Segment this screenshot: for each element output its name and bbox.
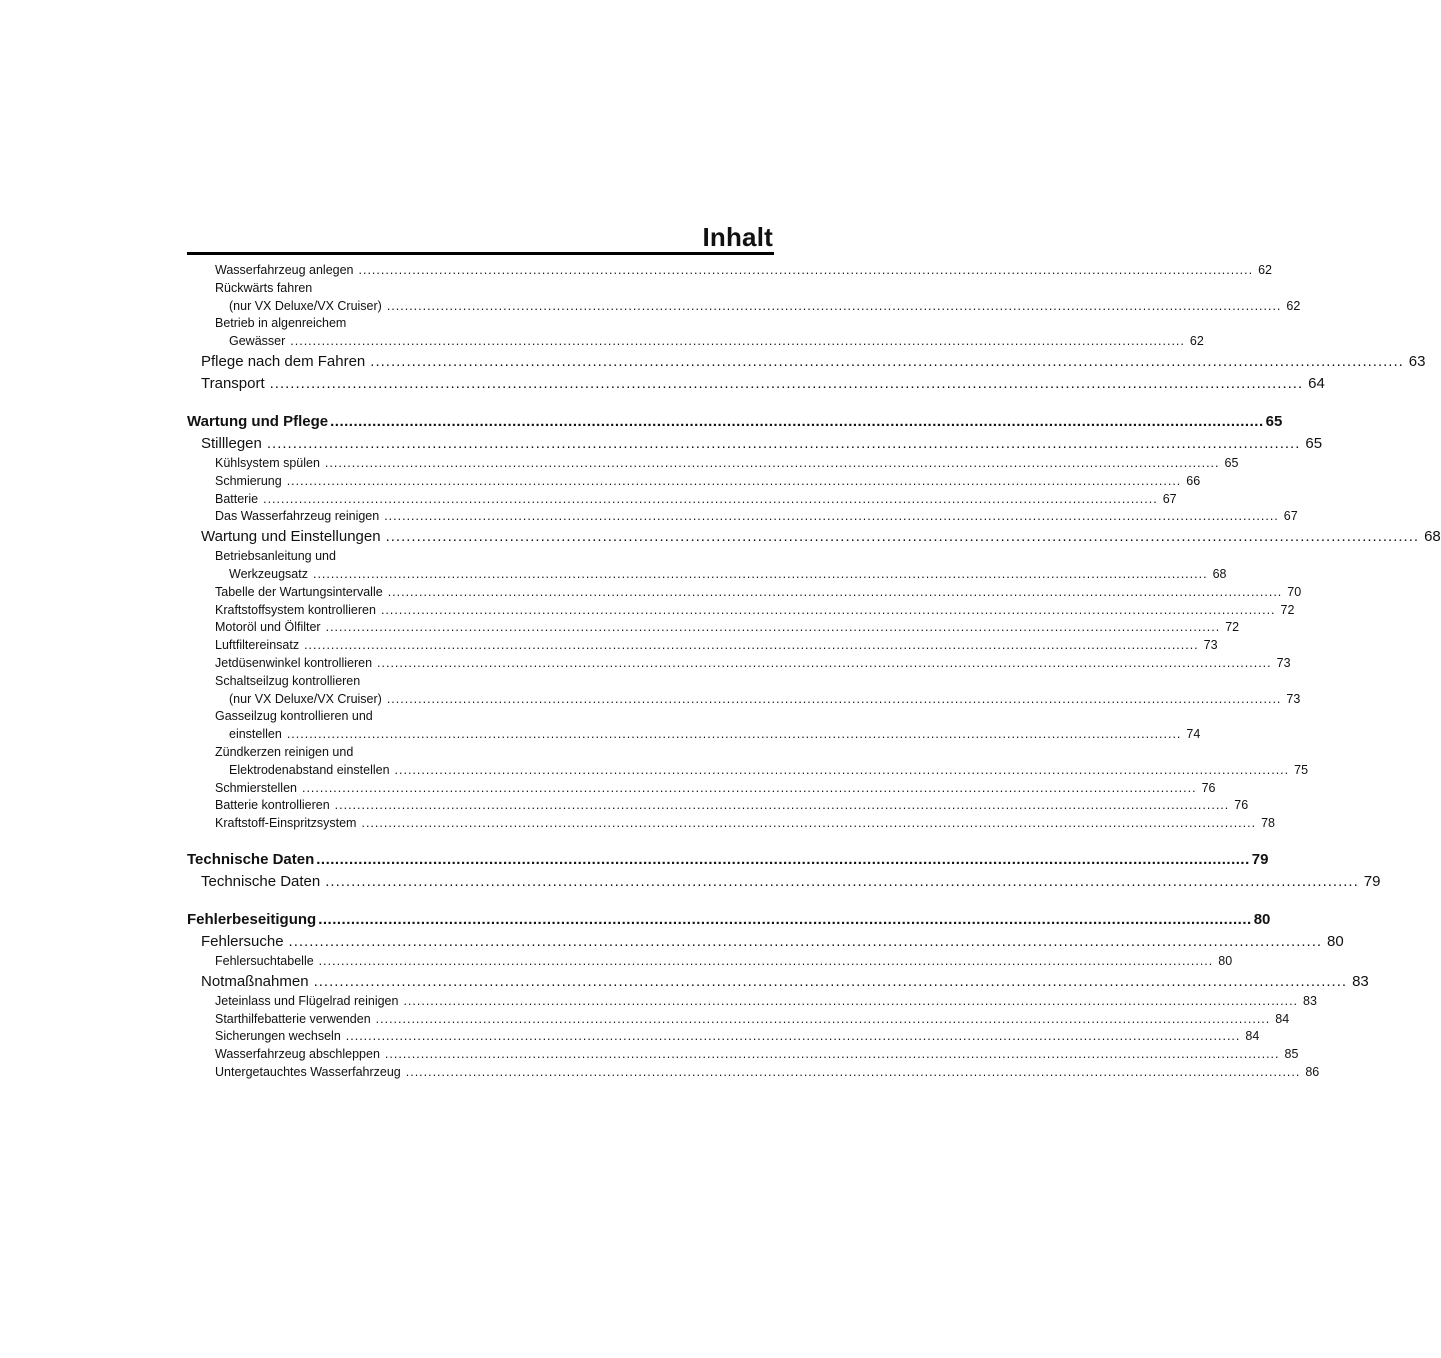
- toc-page-number: 79: [1251, 850, 1269, 868]
- toc-page-number: 62: [1286, 298, 1301, 313]
- toc-entry[interactable]: [187, 262, 1273, 280]
- toc-entry-label: Jeteinlass und Flügelrad reinigen: [215, 993, 399, 1008]
- toc-page-number: 79: [1363, 872, 1381, 890]
- toc-entry-label: Betrieb in algenreichem: [215, 316, 347, 331]
- toc-entry[interactable]: [187, 909, 1271, 931]
- toc-entry[interactable]: [187, 815, 1275, 833]
- toc-page-number: 73: [1286, 691, 1301, 706]
- toc-entry-label: Gewässer: [229, 334, 286, 349]
- dot-leader: ........................................................................................................................................................................................................: [288, 932, 1323, 950]
- toc-entry-label: einstellen: [229, 727, 282, 742]
- toc-page-number: 73: [1203, 638, 1218, 653]
- toc-entry-label: Fehlerbeseitigung: [187, 910, 317, 928]
- toc-entry-label: Technische Daten: [201, 872, 321, 890]
- toc-entry[interactable]: [187, 491, 1177, 509]
- toc-entry[interactable]: [187, 931, 1344, 953]
- toc-entry-label: Wasserfahrzeug abschleppen: [215, 1047, 380, 1062]
- toc-entry-label: Wartung und Einstellungen: [201, 528, 381, 546]
- toc-entry[interactable]: [187, 411, 1283, 433]
- toc-entry[interactable]: [187, 280, 471, 298]
- toc-page-number: 78: [1261, 816, 1275, 831]
- toc-entry[interactable]: [187, 744, 471, 762]
- toc-entry-label: Batterie: [215, 491, 259, 506]
- toc-entry[interactable]: [187, 849, 1269, 871]
- toc-entry-label: Batterie kontrollieren: [215, 798, 330, 813]
- toc-entry[interactable]: [187, 433, 1323, 455]
- dot-leader: ........................................................................................................................................................................................................: [325, 620, 1221, 635]
- toc-entry-label: Jetdüsenwinkel kontrollieren: [215, 655, 373, 670]
- toc-entry-label: Wasserfahrzeug anlegen: [215, 263, 354, 277]
- toc-entry-label: Kraftstoff-Einspritzsystem: [215, 816, 357, 831]
- toc-page-number: 80: [1327, 932, 1344, 950]
- toc-entry[interactable]: [187, 691, 1301, 709]
- toc-entry[interactable]: [187, 1028, 1260, 1046]
- dot-leader: ........................................................................................................................................................................................................: [403, 993, 1299, 1008]
- toc-entry[interactable]: [187, 351, 1426, 373]
- toc-entry-label: Tabelle der Wartungsintervalle: [215, 584, 383, 599]
- toc-entry-label: Notmaßnahmen: [201, 972, 309, 990]
- dot-leader: ........................................................................................................................................................................................................: [386, 298, 1282, 313]
- section-gap: [187, 893, 471, 909]
- toc-page-number: 62: [1189, 334, 1204, 349]
- toc-entry[interactable]: [187, 566, 1227, 584]
- dot-leader: ........................................................................................................................................................................................................: [334, 798, 1230, 813]
- toc-entry-label: Fehlersuchtabelle: [215, 953, 314, 968]
- dot-leader: ........................................................................................................................................................................................................: [384, 509, 1279, 524]
- dot-leader: ........................................................................................................................................................................................................: [286, 727, 1182, 742]
- toc-page-number: 84: [1275, 1011, 1290, 1026]
- toc-entry[interactable]: [187, 1064, 1320, 1082]
- toc-entry-label: Fehlersuche: [201, 932, 284, 950]
- toc-entry[interactable]: [187, 673, 471, 691]
- toc-entry[interactable]: [187, 637, 1218, 655]
- toc-page-number: 66: [1186, 473, 1201, 488]
- toc-entry-label: Untergetauchtes Wasserfahrzeug: [215, 1064, 401, 1079]
- dot-leader: ........................................................................................................................................................................................................: [387, 584, 1283, 599]
- toc-entry[interactable]: [187, 508, 1298, 526]
- toc-page-number: 67: [1283, 509, 1298, 524]
- toc-page-number: 74: [1186, 727, 1201, 742]
- dot-leader: ........................................................................................................................................................................................................: [345, 1029, 1241, 1044]
- toc-entry-label: (nur VX Deluxe/VX Cruiser): [229, 691, 382, 706]
- toc-entry[interactable]: [187, 315, 471, 333]
- toc-page-number: 83: [1352, 972, 1369, 990]
- toc-entry[interactable]: [187, 602, 1295, 620]
- toc-page-number: 72: [1280, 602, 1295, 617]
- toc-page-number: 86: [1305, 1064, 1320, 1079]
- dot-leader: ........................................................................................................................................................................................................: [263, 491, 1158, 506]
- dot-leader: ........................................................................................................................................................................................................: [313, 972, 1348, 990]
- toc-entry[interactable]: [187, 333, 1204, 351]
- toc-entry[interactable]: [187, 373, 1325, 395]
- toc-entry[interactable]: [187, 1011, 1290, 1029]
- page-title: Inhalt: [702, 222, 773, 252]
- dot-leader: ........................................................................................................................................................................................................: [286, 473, 1182, 488]
- toc-page-number: 76: [1234, 798, 1249, 813]
- header-rule: [187, 252, 774, 255]
- toc-entry[interactable]: [187, 871, 1381, 893]
- toc-page-number: 80: [1218, 953, 1233, 968]
- dot-leader: ........................................................................................................................................................................................................: [358, 263, 1254, 277]
- toc-entry[interactable]: [187, 726, 1201, 744]
- dot-leader: ........................................................................................................................................................................................................: [330, 412, 1264, 430]
- toc-entry-label: Pflege nach dem Fahren: [201, 352, 366, 370]
- toc-page-number: 84: [1245, 1029, 1260, 1044]
- toc-page-number: 76: [1201, 780, 1216, 795]
- toc-entry[interactable]: [187, 298, 1301, 316]
- toc-entry[interactable]: [187, 655, 1291, 673]
- toc-page-number: 68: [1212, 566, 1227, 581]
- toc-page-number: 65: [1224, 455, 1239, 470]
- toc-page-number: 62: [1258, 263, 1273, 277]
- toc-entry[interactable]: [187, 473, 1201, 491]
- toc-entry-label: Luftfiltereinsatz: [215, 638, 300, 653]
- toc-entry-label: Gasseilzug kontrollieren und: [215, 709, 373, 724]
- toc-entry[interactable]: [187, 526, 1441, 548]
- toc-entry[interactable]: [187, 708, 471, 726]
- toc-entry-label: Betriebsanleitung und: [215, 549, 336, 564]
- toc-entry[interactable]: [187, 780, 1216, 798]
- toc-entry[interactable]: [187, 455, 1239, 473]
- toc-entry[interactable]: [187, 548, 471, 566]
- toc-page-number: 83: [1303, 993, 1317, 1008]
- dot-leader: ........................................................................................................................................................................................................: [386, 691, 1282, 706]
- toc-entry-label: Zündkerzen reinigen und: [215, 744, 354, 759]
- toc-entry-label: Stilllegen: [201, 434, 262, 452]
- dot-leader: ........................................................................................................................................................................................................: [361, 816, 1257, 831]
- toc-page-number: 80: [1253, 910, 1271, 928]
- toc-entry-label: (nur VX Deluxe/VX Cruiser): [229, 298, 382, 313]
- toc-page-number: 68: [1424, 528, 1441, 546]
- dot-leader: ........................................................................................................................................................................................................: [394, 762, 1290, 777]
- dot-leader: ........................................................................................................................................................................................................: [325, 872, 1359, 890]
- dot-leader: ........................................................................................................................................................................................................: [324, 455, 1220, 470]
- dot-leader: ........................................................................................................................................................................................................: [377, 655, 1272, 670]
- toc-entry-label: Das Wasserfahrzeug reinigen: [215, 509, 380, 524]
- dot-leader: ........................................................................................................................................................................................................: [312, 566, 1208, 581]
- toc-entry-label: Werkzeugsatz: [229, 566, 308, 581]
- dot-leader: ........................................................................................................................................................................................................: [385, 528, 1420, 546]
- dot-leader: ........................................................................................................................................................................................................: [266, 434, 1301, 452]
- toc-entry-label: Transport: [201, 374, 265, 392]
- toc-page-number: 72: [1225, 620, 1240, 635]
- dot-leader: ........................................................................................................................................................................................................: [290, 334, 1185, 349]
- toc-entry[interactable]: [187, 584, 1302, 602]
- toc-entry-label: Technische Daten: [187, 850, 315, 868]
- section-gap: [187, 833, 471, 849]
- table-of-contents: [187, 262, 1441, 1082]
- dot-leader: ........................................................................................................................................................................................................: [405, 1064, 1301, 1079]
- toc-page-number: 64: [1308, 374, 1325, 392]
- dot-leader: ........................................................................................................................................................................................................: [318, 953, 1214, 968]
- toc-page-number: 65: [1265, 412, 1283, 430]
- toc-entry-label: Sicherungen wechseln: [215, 1029, 341, 1044]
- section-gap: [187, 395, 471, 411]
- toc-entry-label: Elektrodenabstand einstellen: [229, 762, 390, 777]
- toc-entry[interactable]: [187, 993, 1317, 1011]
- toc-entry-label: Rückwärts fahren: [215, 280, 313, 295]
- dot-leader: ........................................................................................................................................................................................................: [318, 910, 1252, 928]
- dot-leader: ........................................................................................................................................................................................................: [380, 602, 1276, 617]
- toc-entry[interactable]: [187, 619, 1240, 637]
- toc-entry-label: Kühlsystem spülen: [215, 455, 320, 470]
- toc-entry-label: Starthilfebatterie verwenden: [215, 1011, 371, 1026]
- dot-leader: ........................................................................................................................................................................................................: [384, 1047, 1280, 1062]
- toc-entry-label: Schmierstellen: [215, 780, 297, 795]
- toc-entry-label: Wartung und Pflege: [187, 412, 329, 430]
- dot-leader: ........................................................................................................................................................................................................: [301, 780, 1197, 795]
- toc-page-number: 73: [1276, 655, 1291, 670]
- dot-leader: ........................................................................................................................................................................................................: [375, 1011, 1271, 1026]
- toc-entry-label: Motoröl und Ölfilter: [215, 620, 321, 635]
- toc-page-number: 63: [1408, 352, 1426, 370]
- toc-entry[interactable]: [187, 797, 1249, 815]
- dot-leader: ........................................................................................................................................................................................................: [304, 638, 1199, 653]
- toc-page-number: 65: [1305, 434, 1323, 452]
- toc-entry[interactable]: [187, 971, 1369, 993]
- toc-entry-label: Schaltseilzug kontrollieren: [215, 673, 361, 688]
- toc-entry-label: Schmierung: [215, 473, 282, 488]
- toc-entry[interactable]: [187, 1046, 1299, 1064]
- dot-leader: ........................................................................................................................................................................................................: [370, 352, 1404, 370]
- dot-leader: ........................................................................................................................................................................................................: [316, 850, 1250, 868]
- toc-entry[interactable]: [187, 953, 1233, 971]
- toc-page-number: 70: [1287, 584, 1302, 599]
- toc-entry[interactable]: [187, 762, 1309, 780]
- dot-leader: ........................................................................................................................................................................................................: [269, 374, 1304, 392]
- toc-page-number: 75: [1294, 762, 1309, 777]
- toc-entry-label: Kraftstoffsystem kontrollieren: [215, 602, 376, 617]
- toc-page-number: 67: [1162, 491, 1177, 506]
- toc-page-number: 85: [1284, 1047, 1299, 1062]
